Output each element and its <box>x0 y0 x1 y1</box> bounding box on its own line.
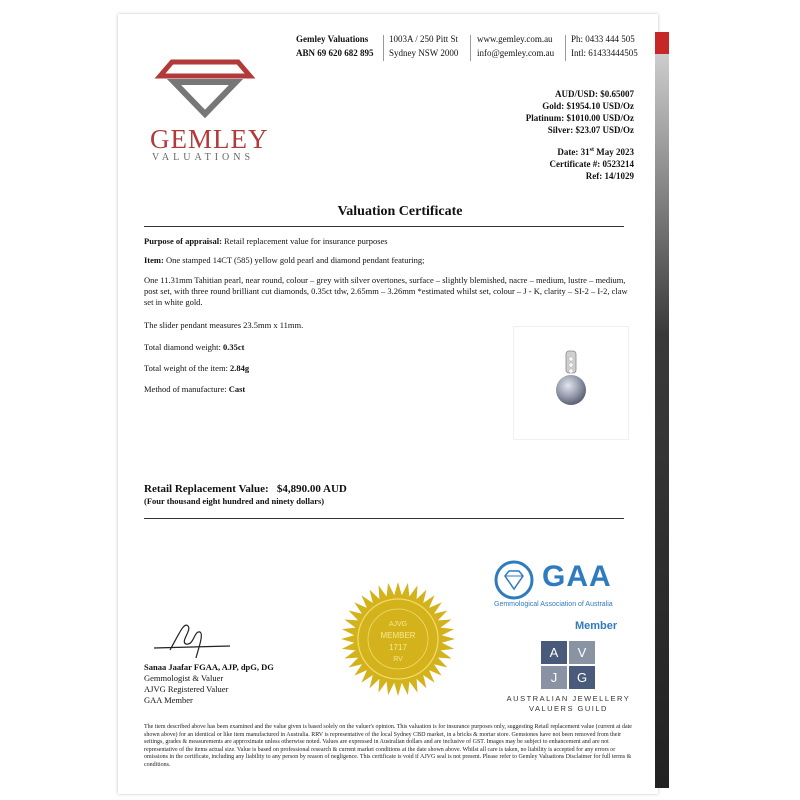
rrv-value: $4,890.00 AUD <box>276 483 347 495</box>
pendant-icon <box>514 327 628 439</box>
rrv-divider <box>144 518 624 519</box>
gaa-diamond-icon <box>494 560 538 600</box>
address-block <box>389 32 458 60</box>
gemley-logo-icon <box>150 52 260 122</box>
side-bar <box>655 32 669 788</box>
item-weight-value: 2.84g <box>230 363 250 373</box>
gold-rate: Gold: $1954.10 USD/Oz <box>542 101 634 111</box>
ajvg-letter-j: J <box>541 666 567 689</box>
ajvg-seal-icon <box>339 580 457 698</box>
web-block <box>477 32 554 60</box>
purpose-value: Retail replacement value for insurance purposes <box>221 236 388 246</box>
certificate-number: Certificate #: 0523214 <box>549 159 634 169</box>
ajvg-letter-a: A <box>541 641 567 664</box>
manufacture-value: Cast <box>228 384 246 394</box>
diamond-weight-value: 0.35ct <box>222 342 245 352</box>
item-weight-label: Total weight of the item: <box>144 363 231 373</box>
aud-usd-rate: AUD/USD: $0.65007 <box>554 89 634 99</box>
email-link[interactable]: info@gemley.com.au <box>477 48 555 58</box>
rrv-in-words: (Four thousand eight hundred and ninety dollars) <box>144 496 325 506</box>
seal-text-2: MEMBER <box>380 631 416 640</box>
title-divider <box>144 226 624 227</box>
ajvg-logo <box>541 641 597 691</box>
signer-role-1: Gemmologist & Valuer <box>144 673 224 683</box>
ajvg-letter-g: G <box>569 666 595 689</box>
ajvg-name <box>506 694 631 714</box>
item-line <box>144 255 629 266</box>
company-block <box>296 32 374 60</box>
disclaimer-text: The item described above has been examined and the value given is based solely on the valuer's opinion. This valuation is for insurance purposes only, suggesting Retail replacement value (current at date shown above) for an identical or like item manufactured in Australia. RRV is representative of the local Sydney CBD market, in a bricks & mortar store. Gemstones have not been removed from their settings, grades & measurements are approximate unless otherwise noted. Values are expressed in Australian dollars and are inclusive of GST. Images may be subject to enhancement and are not representative of the items actual size. Value is based on professional research & current market conditions at the date shown above. Whilst all care is taken, no liability is accepted for any errors or omissions in the certificate, including any liability to any person by reason of negligence. This certificate is void if AJVG seal is not present. Please refer to Gemley Valuations Disclaimer for full terms & conditions. <box>144 724 632 768</box>
metal-rates <box>526 88 634 136</box>
side-bar-accent <box>655 32 669 54</box>
reference-number: Ref: 14/1029 <box>585 171 634 181</box>
item-label: Item: <box>144 255 164 265</box>
item-value: One stamped 14CT (585) yellow gold pearl and diamond pendant featuring; <box>163 255 425 265</box>
purpose-label: Purpose of appraisal: <box>144 236 222 246</box>
seal-text-4: RV <box>393 656 403 663</box>
gaa-full-name: Gemmological Association of Australia <box>494 601 613 608</box>
seal-text-1: AJVG <box>388 621 408 628</box>
company-name: Gemley Valuations <box>296 34 369 44</box>
address-line-2: Sydney NSW 2000 <box>389 48 459 58</box>
diamond-weight-label: Total diamond weight: <box>144 342 223 352</box>
company-abn: ABN 69 620 682 895 <box>296 48 374 58</box>
address-line-1: 1003A / 250 Pitt St <box>389 34 459 44</box>
logo-tagline: VALUATIONS <box>152 152 255 163</box>
date-prefix: Date: 31 <box>557 147 590 157</box>
date-suffix: st <box>589 147 594 153</box>
date-rest: May 2023 <box>594 147 634 157</box>
logo-wordmark: GEMLEY <box>150 124 269 154</box>
phone-number: Ph: 0433 444 505 <box>571 34 635 44</box>
certificate-meta <box>550 144 634 182</box>
intl-phone-number: Intl: 61433444505 <box>571 48 638 58</box>
gaa-logo-text: GAA <box>542 560 612 593</box>
header-divider <box>470 35 471 61</box>
ajvg-name-line-2: VALUERS GUILD <box>529 704 608 713</box>
ajvg-letter-v: V <box>569 641 595 664</box>
page-title: Valuation Certificate <box>337 204 463 219</box>
platinum-rate: Platinum: $1010.00 USD/Oz <box>525 113 634 123</box>
purpose-line <box>144 236 629 247</box>
header-divider <box>565 35 566 61</box>
signer-name: Sanaa Jaafar FGAA, AJP, dpG, DG <box>144 662 274 672</box>
item-description: One 11.31mm Tahitian pearl, near round, colour – grey with silver overtones, surface – slightly blemished, nacre – medium, lustre – medium, post set, with three round brilliant cut diamonds, 0.35ct tdw, 2.65mm – 3.26mm *estimated whilst set, colour – J - K, clarity – SI-2 – I-2, claw set in white gold. <box>144 275 628 307</box>
silver-rate: Silver: $23.07 USD/Oz <box>547 125 634 135</box>
diamond-weight-line <box>144 342 504 353</box>
measurements: The slider pendant measures 23.5mm x 11mm. <box>144 320 304 330</box>
item-weight-line <box>144 363 504 374</box>
seal-text-3: 1717 <box>389 643 407 652</box>
gaa-member-label: Member <box>575 620 618 632</box>
manufacture-line <box>144 384 504 395</box>
rrv-line <box>144 483 347 495</box>
manufacture-label: Method of manufacture: <box>144 384 229 394</box>
ajvg-name-line-1: AUSTRALIAN JEWELLERY <box>506 694 631 703</box>
pendant-photo <box>513 326 629 440</box>
rrv-label: Retail Replacement Value: <box>144 483 269 495</box>
certificate-date <box>550 144 634 158</box>
signer-role-2: AJVG Registered Valuer <box>144 684 229 694</box>
signer-role-3: GAA Member <box>144 695 193 705</box>
website-link[interactable]: www.gemley.com.au <box>477 34 553 44</box>
signer-block <box>144 662 274 706</box>
signature-icon <box>150 612 240 662</box>
phone-block <box>571 32 638 60</box>
header-divider <box>383 35 384 61</box>
